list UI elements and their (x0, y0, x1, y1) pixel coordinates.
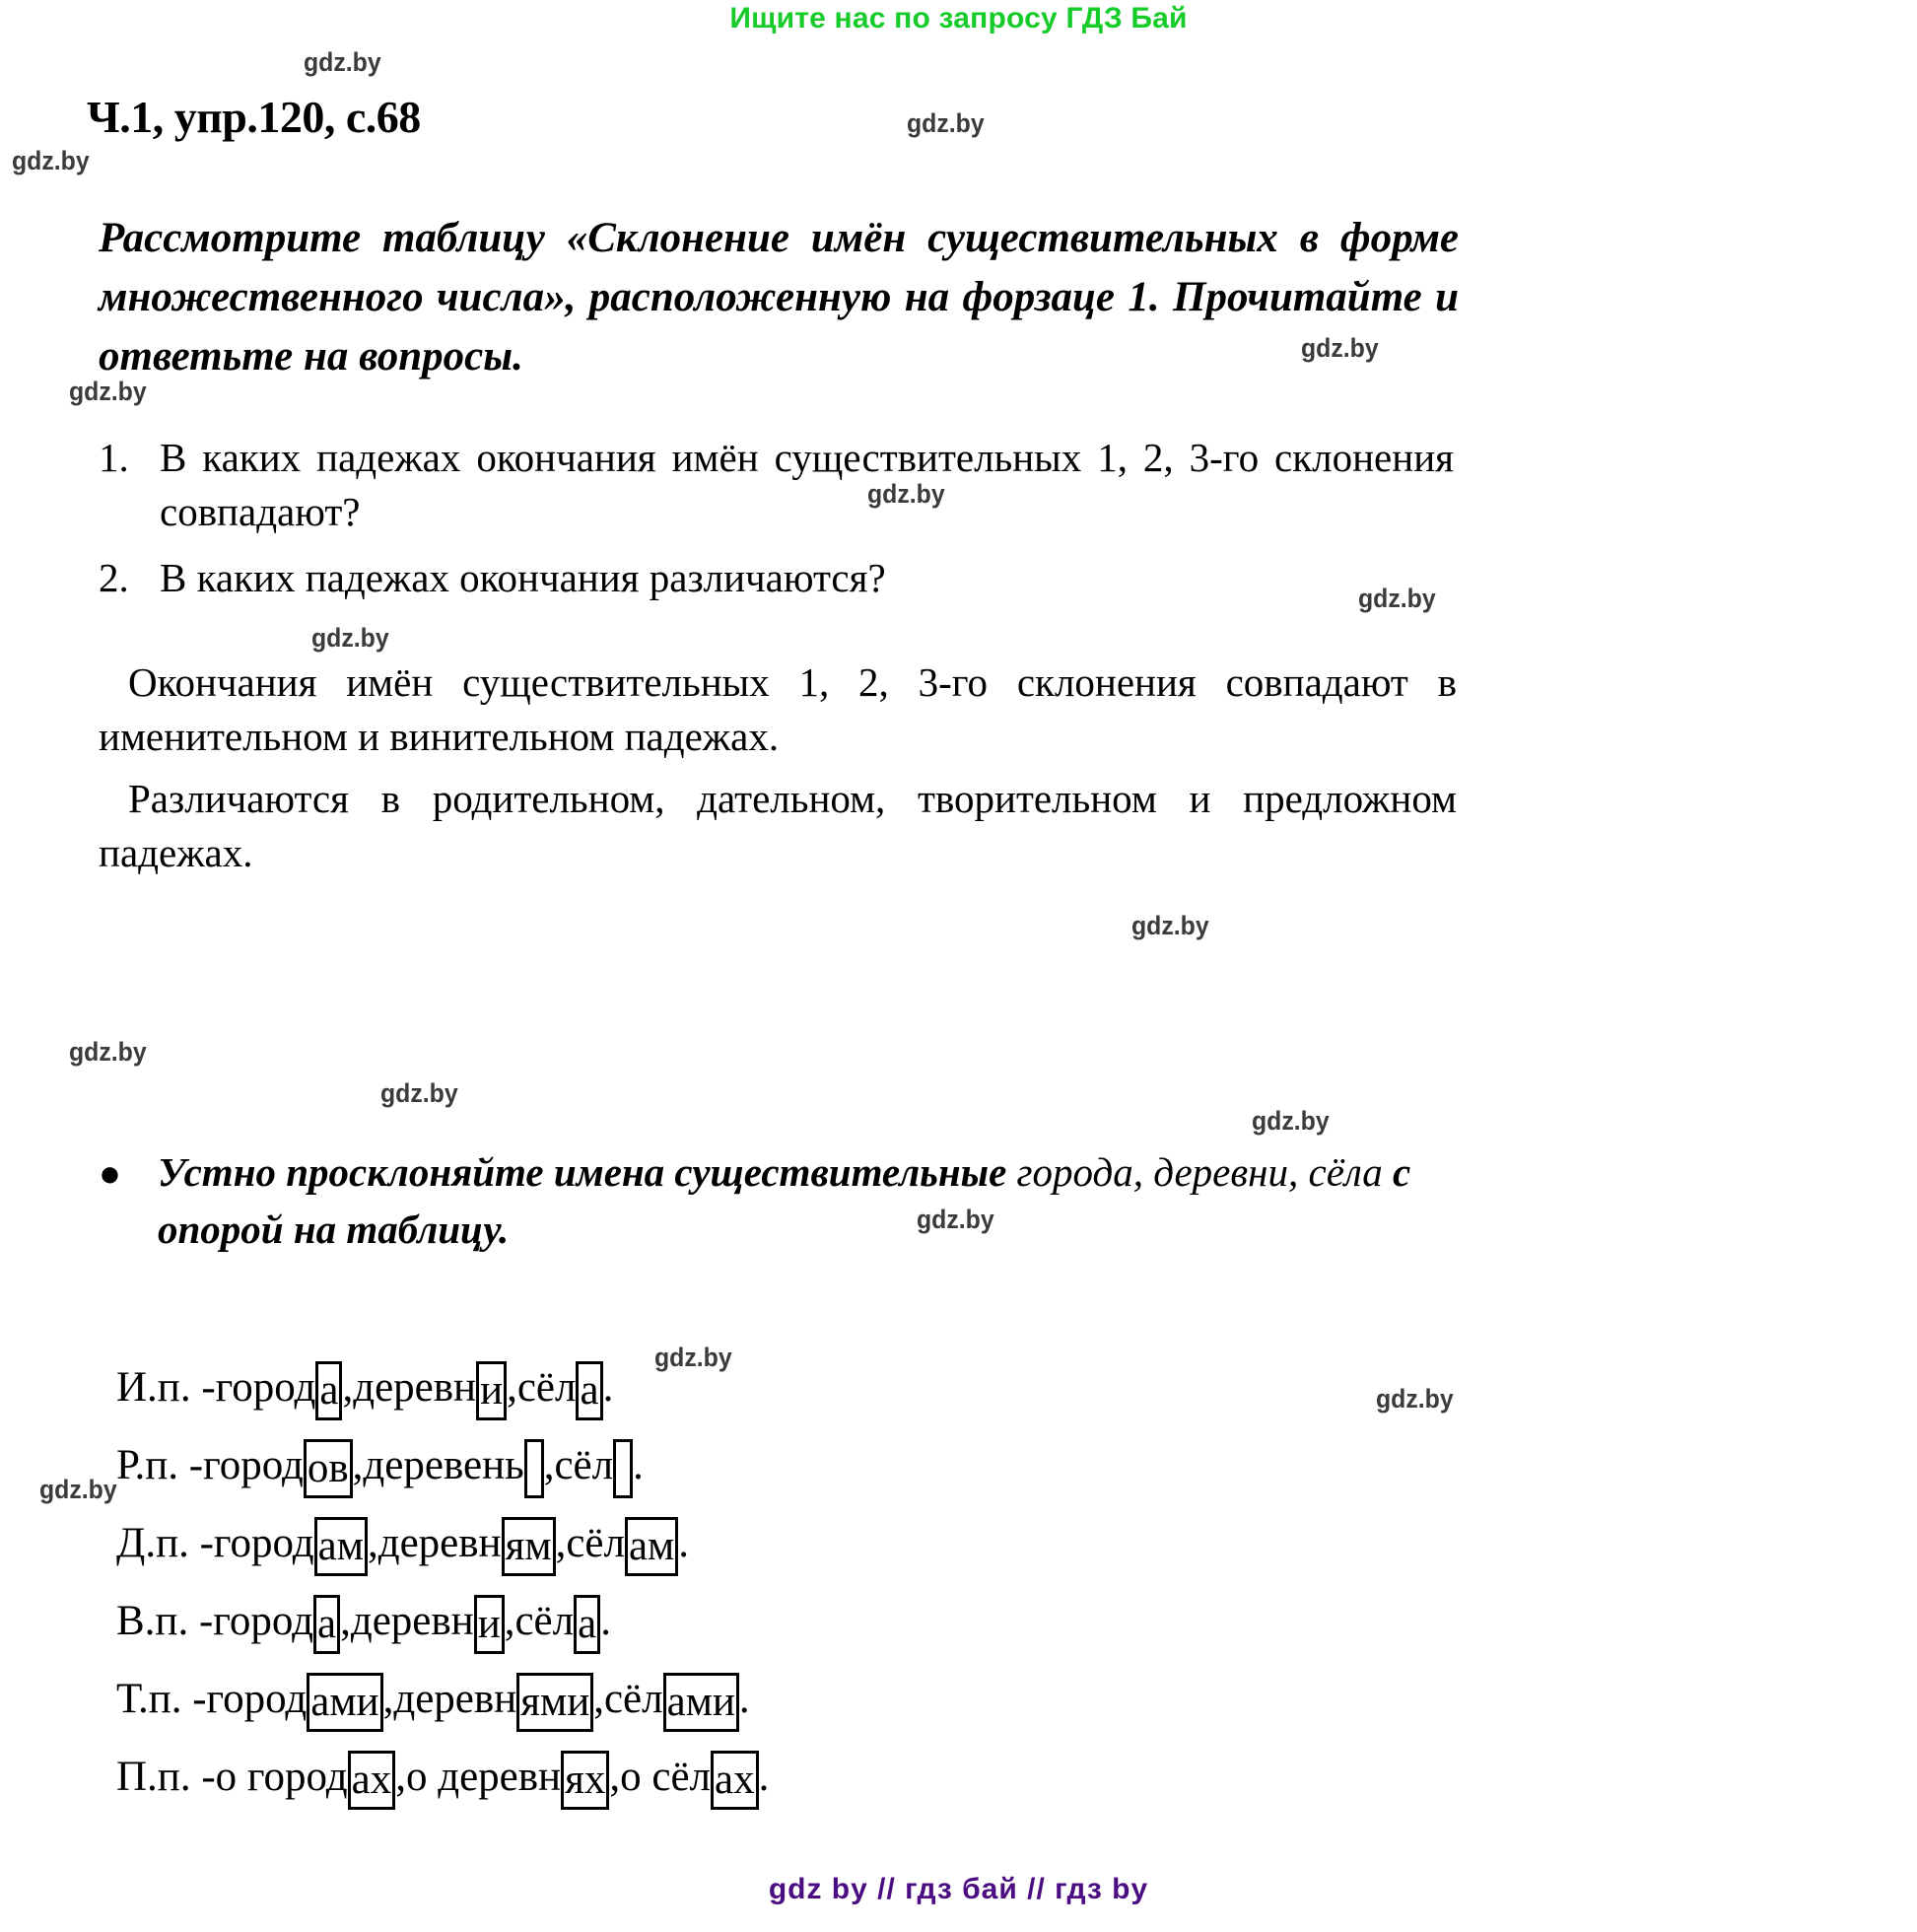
word-stem: о деревн (405, 1754, 562, 1800)
watermark: gdz.by (907, 108, 985, 138)
watermark: gdz.by (39, 1475, 117, 1504)
declension-row (116, 1738, 769, 1816)
watermark: gdz.by (380, 1078, 458, 1108)
question-item (99, 551, 1454, 605)
footer-links: gdz by // гдз бай // гдз by (768, 1873, 1149, 1905)
question-number: 1. (99, 435, 129, 480)
declension-row (116, 1582, 769, 1660)
ending-box: а (313, 1595, 340, 1654)
subtask-bold-part-1: Устно просклоняйте имена существительные (158, 1149, 1017, 1195)
word-separator: . (600, 1598, 611, 1644)
watermark: gdz.by (311, 623, 389, 653)
watermark: gdz.by (1301, 333, 1379, 363)
ending-box: ах (711, 1751, 759, 1810)
case-label: В.п. - (116, 1598, 214, 1644)
word-separator: , (543, 1442, 555, 1488)
ending-box: а (574, 1595, 600, 1654)
word-separator: . (738, 1676, 750, 1722)
task-statement: Рассмотрите таблицу «Склонение имён существительных в форме множественного числа», расположенную на форзаце 1. Прочитайте и ответьте на вопросы. (99, 215, 1459, 380)
question-item (99, 431, 1454, 539)
word-stem: деревень (363, 1442, 524, 1488)
word-separator: , (352, 1442, 364, 1488)
promo-banner: Ищите нас по запросу ГДЗ Бай (729, 2, 1188, 34)
exercise-reference: Ч.1, упр.120, с.68 (87, 92, 421, 142)
watermark: gdz.by (12, 146, 90, 175)
zero-ending-box (613, 1439, 633, 1498)
declension-row (116, 1426, 769, 1504)
word-stem: город (213, 1520, 314, 1566)
ending-box: а (315, 1361, 342, 1420)
watermark: gdz.by (917, 1205, 994, 1234)
case-label: Р.п. - (116, 1442, 204, 1488)
watermark: gdz.by (1358, 584, 1436, 613)
ending-box: ам (314, 1517, 368, 1576)
ending-box: и (476, 1361, 507, 1420)
word-separator: , (504, 1598, 515, 1644)
word-stem: сёл (516, 1364, 577, 1411)
ending-box: и (474, 1595, 505, 1654)
word-stem: город (203, 1442, 304, 1488)
watermark: gdz.by (867, 479, 945, 509)
case-label: Д.п. - (116, 1520, 214, 1566)
question-text: В каких падежах окончания имён существительных 1, 2, 3-го склонения совпадают? (160, 435, 1454, 534)
word-stem: деревн (377, 1520, 502, 1566)
word-stem: город (213, 1598, 313, 1644)
word-stem: сёл (566, 1520, 625, 1566)
case-label: Т.п. - (116, 1676, 207, 1722)
ending-box: ями (516, 1673, 593, 1732)
case-label: И.п. - (116, 1364, 216, 1411)
ending-box: ах (348, 1751, 396, 1810)
word-separator: . (602, 1364, 614, 1411)
word-stem: город (206, 1676, 308, 1722)
word-separator: , (593, 1676, 604, 1722)
word-stem: сёл (554, 1442, 614, 1488)
word-separator: , (507, 1364, 517, 1411)
question-spacer (99, 539, 1454, 551)
word-stem: о город (215, 1754, 348, 1800)
word-separator: , (555, 1520, 567, 1566)
word-separator: , (382, 1676, 394, 1722)
word-separator: , (340, 1598, 351, 1644)
ending-box: ами (307, 1673, 382, 1732)
watermark: gdz.by (654, 1343, 732, 1372)
word-separator: . (678, 1520, 689, 1566)
zero-ending-box (524, 1439, 544, 1498)
subtask-block (99, 1143, 1459, 1258)
word-stem: о сёл (620, 1754, 711, 1800)
case-label: П.п. - (116, 1754, 216, 1800)
ending-box: ям (502, 1517, 556, 1576)
watermark: gdz.by (1131, 911, 1209, 940)
subtask-italic-words: города, деревни, сёла (1016, 1149, 1383, 1195)
word-separator: . (758, 1754, 770, 1800)
answer-paragraph: Различаются в родительном, дательном, творительном и предложном падежах. (99, 776, 1457, 875)
questions-list (99, 431, 1454, 605)
subtask-bold-part-2: с опорой на таблицу. (158, 1149, 1411, 1252)
declension-list (116, 1348, 769, 1816)
watermark: gdz.by (69, 377, 147, 406)
declension-row (116, 1660, 769, 1738)
word-stem: деревн (393, 1676, 517, 1722)
word-separator: , (609, 1754, 621, 1800)
watermark: gdz.by (1252, 1106, 1330, 1136)
word-stem: деревн (350, 1598, 474, 1644)
ending-box: а (576, 1361, 602, 1420)
ending-box: ам (625, 1517, 678, 1576)
word-stem: деревн (353, 1364, 477, 1411)
word-stem: город (215, 1364, 316, 1411)
question-text: В каких падежах окончания различаются? (160, 555, 886, 600)
ending-box: ами (663, 1673, 739, 1732)
answer-paragraph: Окончания имён существительных 1, 2, 3-го склонения совпадают в именительном и винительном падежах. (99, 659, 1457, 759)
question-number: 2. (99, 555, 129, 600)
watermark: gdz.by (1376, 1384, 1454, 1414)
subtask-text (158, 1143, 1459, 1258)
bullet-icon: ● (99, 1153, 121, 1195)
word-separator: , (342, 1364, 354, 1411)
answers-block (99, 656, 1457, 888)
ending-box: ов (304, 1439, 353, 1498)
word-separator: . (633, 1442, 644, 1488)
word-stem: сёл (603, 1676, 663, 1722)
word-separator: , (395, 1754, 406, 1800)
watermark: gdz.by (304, 47, 381, 77)
word-stem: сёл (514, 1598, 575, 1644)
declension-row (116, 1504, 769, 1582)
ending-box: ях (561, 1751, 609, 1810)
word-separator: , (367, 1520, 378, 1566)
watermark: gdz.by (69, 1037, 147, 1067)
